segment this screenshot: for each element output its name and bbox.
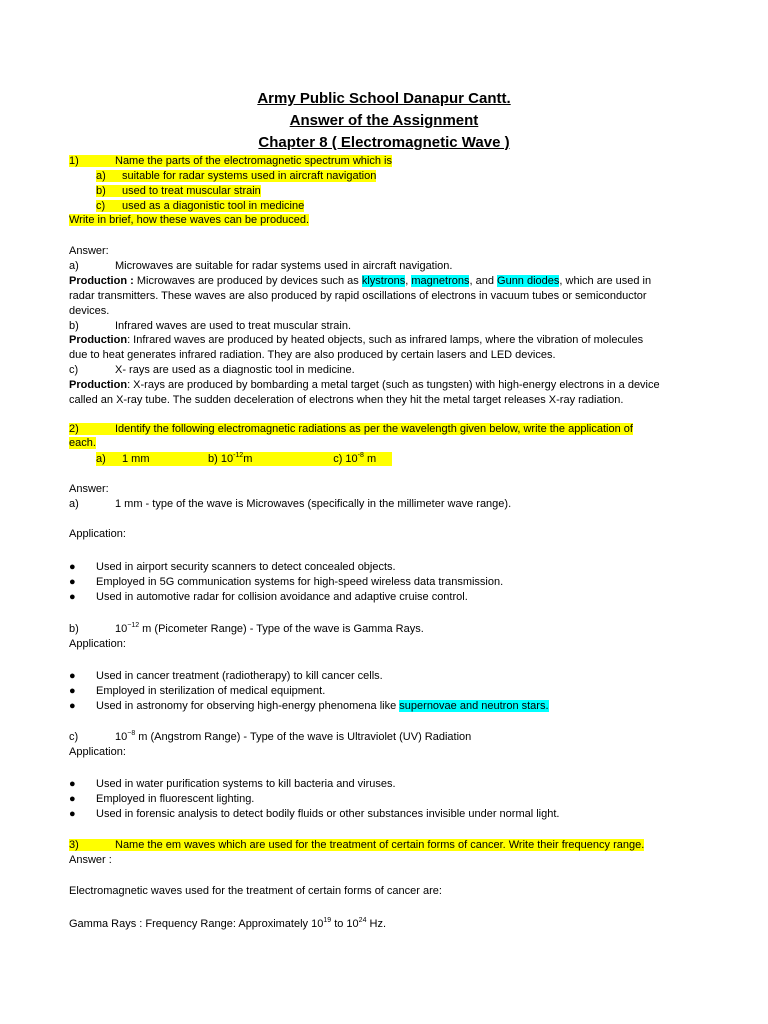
answer1-c-production-l2: called an X-ray tube. The sudden deceleration of electrons when they hit the metal target releases X-ray radiation. (69, 394, 624, 406)
answer1-a: a) Microwaves are suitable for radar systems used in aircraft navigation. (69, 260, 453, 272)
answer1-c-production: Production: X-rays are produced by bombarding a metal target (such as tungsten) with high-energy electrons in a device (69, 379, 660, 391)
answer2-b-app-label: Application: (69, 638, 126, 650)
answer2-c-app-label: Application: (69, 746, 126, 758)
list-item: ● Used in automotive radar for collision avoidance and adaptive cruise control. (69, 591, 468, 603)
answer3-intro: Electromagnetic waves used for the treatment of certain forms of cancer are: (69, 885, 442, 897)
assignment-title: Answer of the Assignment (289, 112, 479, 129)
q1-tail: Write in brief, how these waves can be produced. (69, 214, 310, 226)
answer2-b: b) $10^{-12}$ m (Picometer Range) - Type of the wave is Gamma Rays. (69, 622, 424, 635)
q3-heading: 3) Name the em waves which are used for the treatment of certain forms of cancer. Write their frequency range. (69, 839, 645, 851)
answer1-b-production: Production: Infrared waves are produced by heated objects, such as infrared lamps, where the vibration of molecules (69, 334, 644, 346)
q1-text: Name the parts of the electromagnetic spectrum which is (115, 155, 392, 167)
list-item: ● Used in water purification systems to kill bacteria and viruses. (69, 778, 396, 790)
list-item: ● Used in cancer treatment (radiotherapy) to kill cancer cells. (69, 670, 383, 682)
supernovae-highlight: supernovae and neutron stars. (399, 700, 549, 712)
answer3-gamma: Gamma Rays : Frequency Range: Approximately $10^{19}$ to $10^{24}$ Hz. (69, 917, 387, 930)
magnetrons-highlight: magnetrons (411, 275, 470, 287)
answer1-b: b) Infrared waves are used to treat muscular strain. (69, 320, 351, 332)
q1-item-a: a) suitable for radar systems used in aircraft navigation (96, 170, 377, 182)
list-item: ● Used in forensic analysis to detect bodily fluids or other substances invisible under normal light. (69, 808, 560, 820)
answer2-label: Answer: (69, 483, 109, 495)
gunn-diodes-highlight: Gunn diodes (497, 275, 560, 287)
q2-options: a) 1 mm b) $10^{-12}m$ c) $10^{-8}$ m (96, 452, 392, 466)
list-item: ● Used in astronomy for observing high-energy phenomena like supernovae and neutron stars. (69, 700, 549, 712)
q2-heading-l2: each. (69, 437, 96, 449)
answer2-a: a) 1 mm - type of the wave is Microwaves (specifically in the millimeter wave range). (69, 498, 512, 510)
list-item: ● Employed in 5G communication systems for high-speed wireless data transmission. (69, 576, 504, 588)
q1-item-c: c) used as a diagonistic tool in medicine (96, 200, 305, 212)
klystrons-highlight: klystrons (361, 275, 406, 287)
q1-number: 1) (69, 155, 79, 167)
q1-item-b: b) used to treat muscular strain (96, 185, 261, 197)
answer3-label: Answer : (69, 854, 112, 866)
answer1-label: Answer: (69, 245, 109, 257)
q1-heading (69, 154, 392, 168)
school-title: Army Public School Danapur Cantt. (257, 90, 511, 107)
list-item: ● Used in airport security scanners to detect concealed objects. (69, 561, 396, 573)
answer1-a-production: Production : Microwaves are produced by devices such as klystrons, magnetrons, and Gunn diodes, which are used in (69, 275, 652, 287)
answer1-b-production-l2: due to heat generates infrared radiation. They are also produced by certain lasers and LED devices. (69, 349, 556, 361)
answer2-c: c) $10^{-8}$ m (Angstrom Range) - Type of the wave is Ultraviolet (UV) Radiation (69, 730, 472, 743)
list-item: ● Employed in fluorescent lighting. (69, 793, 255, 805)
answer1-a-production-l3: devices. (69, 305, 110, 317)
list-item: ● Employed in sterilization of medical equipment. (69, 685, 326, 697)
answer1-a-production-l2: radar transmitters. These waves are also produced by rapid oscillations of electrons in vacuum tubes or semiconductor (69, 290, 647, 302)
q2-heading: 2) Identify the following electromagnetic radiations as per the wavelength given below, write the application of (69, 423, 633, 435)
answer2-a-app-label: Application: (69, 528, 126, 540)
answer1-c: c) X- rays are used as a diagnostic tool in medicine. (69, 364, 355, 376)
chapter-title: Chapter 8 ( Electromagnetic Wave ) (258, 134, 510, 151)
